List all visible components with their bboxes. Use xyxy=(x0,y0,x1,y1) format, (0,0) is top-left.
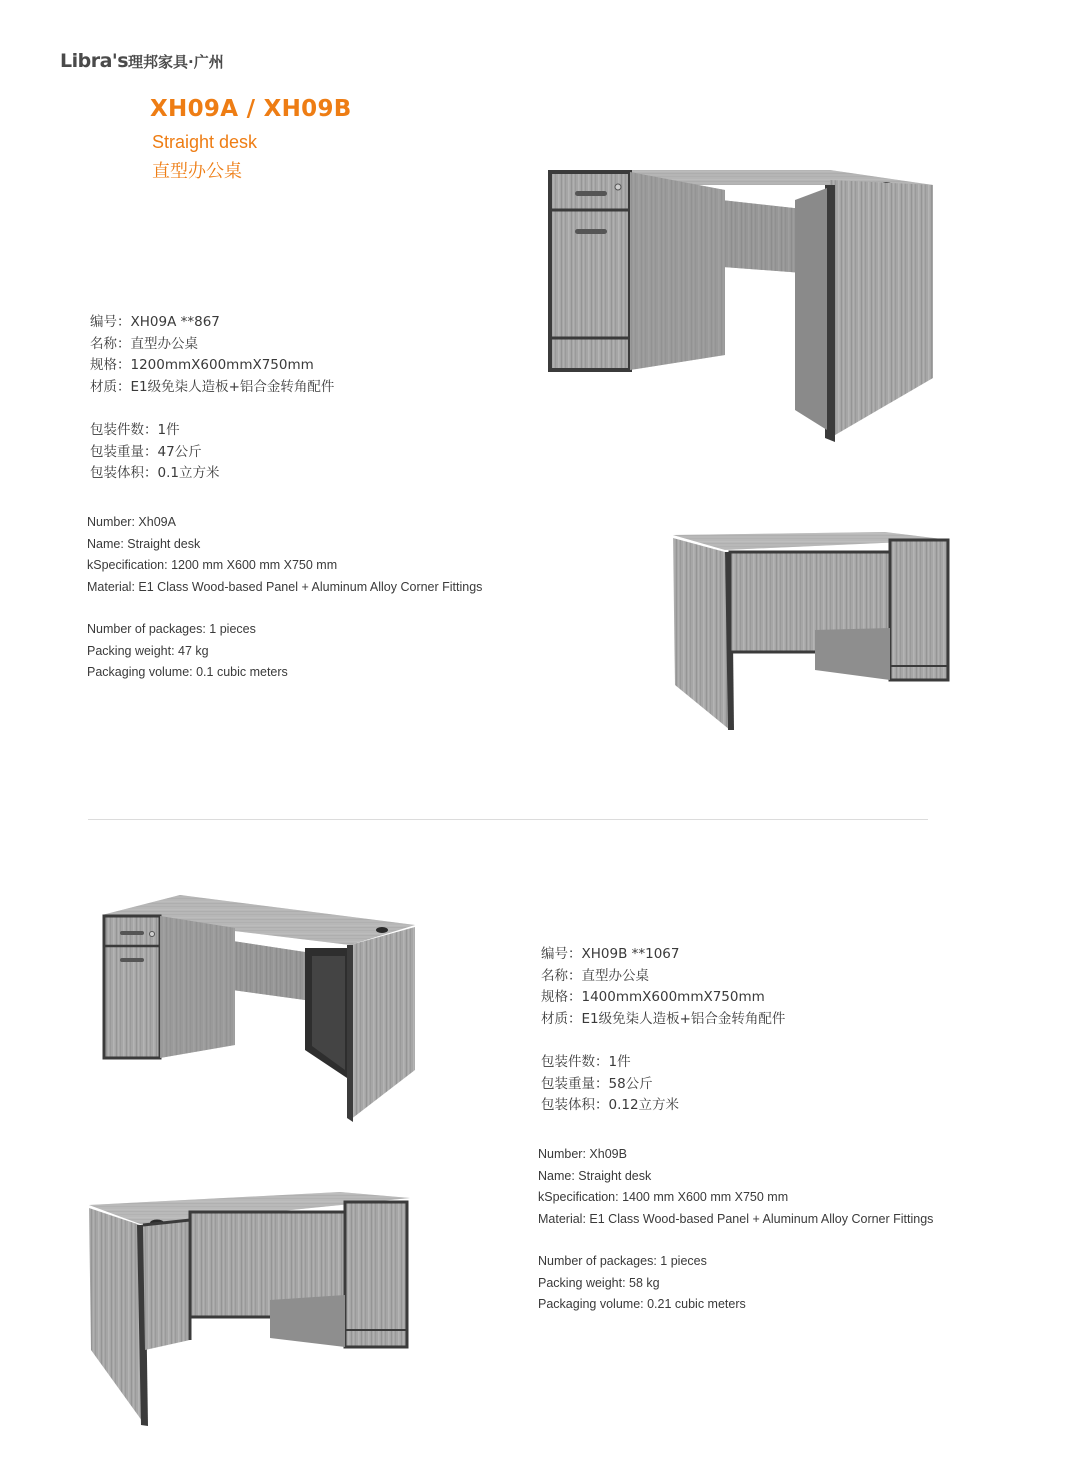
brand-logo xyxy=(60,50,224,72)
xh09b-spec-en xyxy=(538,1144,933,1316)
xh09b-cn-number: 编号：XH09B **1067 xyxy=(541,946,680,962)
xh09b-cn-packages: 包装件数：1件 xyxy=(541,1054,631,1070)
xh09b-cn-name: 名称：直型办公桌 xyxy=(541,967,649,984)
xh09a-cn-name: 名称：直型办公桌 xyxy=(90,335,198,352)
section-divider xyxy=(88,819,928,820)
xh09a-desk-front-image xyxy=(545,160,935,445)
xh09a-cn-weight: 包装重量：47公斤 xyxy=(90,443,202,460)
xh09a-cn-packages: 包装件数：1件 xyxy=(90,422,180,438)
xh09b-spec-cn xyxy=(541,944,785,1117)
xh09b-en-material: Material: E1 Class Wood-based Panel + Aluminum Alloy Corner Fittings xyxy=(538,1211,934,1226)
xh09b-desk-front-image xyxy=(100,890,420,1125)
xh09b-cn-material: 材质：E1级免柒人造板+铝合金转角配件 xyxy=(541,1010,786,1027)
xh09b-en-packages: Number of packages: 1 pieces xyxy=(538,1254,707,1268)
xh09a-en-volume: Packaging volume: 0.1 cubic meters xyxy=(87,665,288,679)
brand-logo-latin: Libra's xyxy=(60,50,129,72)
xh09a-cn-volume: 包装体积：0.1立方米 xyxy=(90,465,220,481)
model-title: XH09A / XH09B xyxy=(150,96,352,122)
xh09b-en-weight: Packing weight: 58 kg xyxy=(538,1275,660,1290)
xh09a-spec-en xyxy=(87,512,482,684)
xh09a-en-number: Number: Xh09A xyxy=(87,515,176,529)
xh09a-spec-cn xyxy=(90,312,334,485)
xh09a-en-weight: Packing weight: 47 kg xyxy=(87,643,209,658)
xh09a-en-material: Material: E1 Class Wood-based Panel + Aluminum Alloy Corner Fittings xyxy=(87,579,483,594)
xh09a-cn-spec: 规格：1200mmX600mmX750mm xyxy=(90,357,314,373)
product-subtitle-en: Straight desk xyxy=(152,132,258,152)
product-subtitle-cn: 直型办公桌 xyxy=(152,161,242,182)
xh09b-en-spec: kSpecification: 1400 mm X600 mm X750 mm xyxy=(538,1190,789,1204)
xh09b-desk-back-image xyxy=(85,1190,415,1430)
xh09a-en-spec: kSpecification: 1200 mm X600 mm X750 mm xyxy=(87,558,338,572)
brand-logo-cn: 理邦家具·广州 xyxy=(128,53,224,71)
xh09b-en-volume: Packaging volume: 0.21 cubic meters xyxy=(538,1297,746,1311)
xh09a-cn-material: 材质：E1级免柒人造板+铝合金转角配件 xyxy=(90,378,335,395)
xh09b-en-name: Name: Straight desk xyxy=(538,1168,652,1183)
xh09b-cn-volume: 包装体积：0.12立方米 xyxy=(541,1097,680,1113)
xh09a-en-packages: Number of packages: 1 pieces xyxy=(87,622,256,636)
xh09a-en-name: Name: Straight desk xyxy=(87,536,201,551)
xh09a-cn-number: 编号：XH09A **867 xyxy=(90,314,220,330)
xh09b-cn-weight: 包装重量：58公斤 xyxy=(541,1075,653,1092)
xh09b-cn-spec: 规格：1400mmX600mmX750mm xyxy=(541,989,765,1005)
xh09b-en-number: Number: Xh09B xyxy=(538,1147,627,1161)
xh09a-desk-back-image xyxy=(670,530,955,735)
